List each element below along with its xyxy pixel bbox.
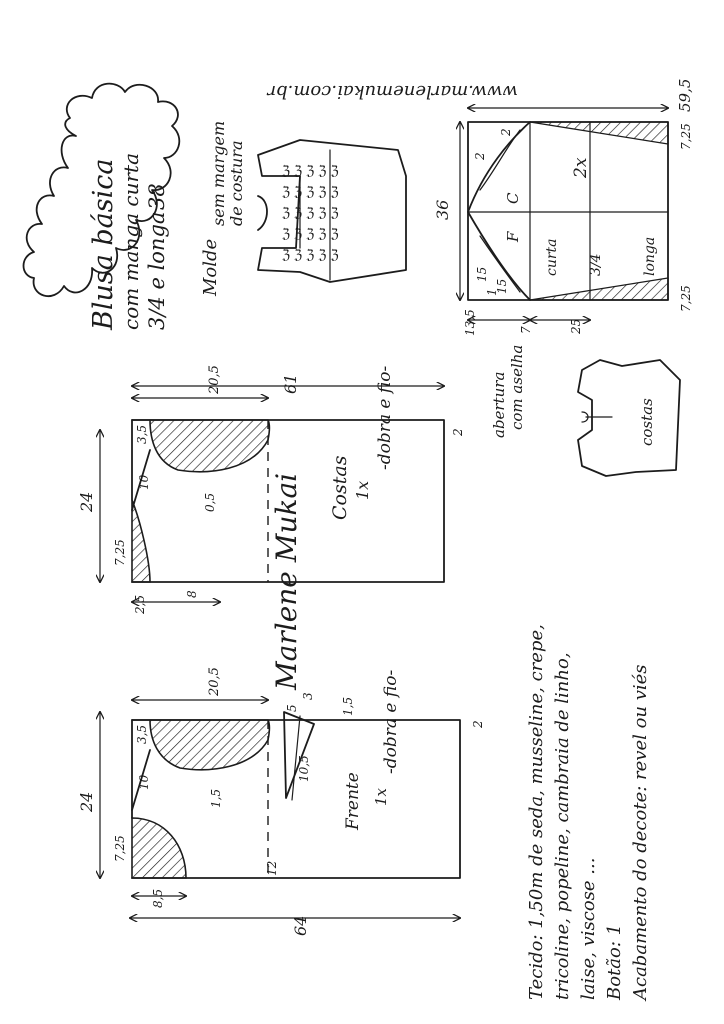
mold-note-line1: Molde — [200, 238, 221, 296]
svg-text:Marlene Mukai: Marlene Mukai — [270, 472, 303, 690]
back-piece-side: 2 — [451, 428, 465, 436]
front-piece-shoulder-slope: 10 — [137, 774, 151, 790]
sleeve-measure-h: 13,5 — [463, 309, 477, 336]
website-text-group — [266, 81, 518, 102]
front-piece-neck-width: 8,5 — [151, 888, 165, 908]
title-size: 38 — [145, 183, 169, 210]
back-piece-armhole-curve: 0,5 — [203, 492, 217, 512]
front-piece-width: 24 — [77, 791, 96, 812]
svg-text:ℨ ℨ ℨ ℨ ℨ: ℨ ℨ ℨ ℨ ℨ — [282, 227, 339, 242]
back-view-sketch — [490, 345, 680, 476]
title-line2: com manga curta — [119, 152, 143, 330]
front-piece-length: 64 — [291, 915, 310, 936]
sleeve-measure-f: 1 — [485, 288, 499, 296]
mold-note-line2: sem margem — [209, 120, 228, 226]
sleeve-label-longa: longa — [642, 236, 658, 276]
sleeve-measure-j: 25 — [569, 318, 583, 334]
back-piece-neck-depth: 7,25 — [113, 539, 127, 566]
sleeve-measure-c: 2 — [473, 152, 487, 160]
svg-text:ℨ ℨ ℨ ℨ ℨ: ℨ ℨ ℨ ℨ ℨ — [282, 206, 339, 221]
svg-text:ℨ ℨ ℨ ℨ ℨ: ℨ ℨ ℨ ℨ ℨ — [282, 185, 339, 200]
front-piece-dart-b: 3 — [301, 692, 315, 700]
materials-line2: tricoline, popeline, cambraia de linho, — [552, 652, 573, 1000]
back-opening-line1: abertura — [490, 371, 508, 438]
front-piece-dart-a: 5 — [285, 704, 299, 712]
svg-text:ℨ ℨ ℨ ℨ ℨ: ℨ ℨ ℨ ℨ ℨ — [282, 164, 339, 179]
front-piece-neck-depth: 7,25 — [113, 835, 127, 862]
front-piece-shoulder: 20,5 — [207, 667, 222, 696]
materials-notes — [526, 624, 651, 1002]
title-cloud — [24, 84, 180, 331]
mold-note — [200, 121, 246, 297]
sleeve-height: 36 — [433, 199, 452, 220]
signature — [270, 473, 303, 691]
sleeve-measure-i: 7 — [519, 326, 533, 334]
back-piece-hem: 8 — [185, 590, 199, 598]
front-piece-fold: -dobra e fio- — [381, 669, 401, 774]
back-piece-fold: -dobra e fio- — [375, 365, 395, 470]
back-piece-shoulder-slope: 10 — [137, 474, 151, 490]
sleeve-pattern — [433, 79, 694, 336]
front-piece — [77, 667, 485, 936]
materials-line5: Acabamento do decote: revel ou viés — [630, 664, 651, 1000]
sleeve-measure-b: 7,25 — [679, 285, 693, 312]
back-opening-line2: com aselha — [508, 344, 526, 430]
title-line1: Blusa básica — [88, 158, 119, 330]
front-piece-side: 2 — [471, 720, 485, 728]
blouse-sketch-icon — [258, 140, 406, 282]
sleeve-measure-g: 15 — [495, 278, 509, 294]
sleeve-label-f: F — [504, 231, 522, 242]
front-piece-armhole-depth: 3,5 — [135, 724, 149, 744]
sleeve-label-c: C — [504, 192, 522, 204]
back-piece-length: 61 — [281, 373, 300, 394]
front-piece-dart-c: 1,5 — [341, 696, 355, 716]
sleeve-label-curta: curta — [544, 238, 560, 276]
front-piece-extra: 12 — [265, 860, 279, 876]
back-piece-neck-width: 2,5 — [133, 594, 147, 614]
sleeve-width: 59,5 — [676, 78, 694, 112]
front-piece-dart-len: 10,5 — [297, 755, 311, 782]
sleeve-measure-e: 15 — [475, 266, 489, 282]
back-piece-name: Costas — [329, 455, 351, 520]
materials-line1: Tecido: 1,50m de seda, musseline, crepe, — [526, 624, 547, 1000]
mold-note-line3: de costura — [227, 140, 246, 226]
back-piece-count: 1x — [353, 480, 372, 500]
back-piece-armhole-depth: 3,5 — [135, 424, 149, 444]
title-line3: 3/4 e longa — [145, 211, 169, 330]
materials-line3: laise, viscose ... — [578, 857, 599, 1000]
sleeve-measure-d: 2 — [499, 128, 513, 136]
sleeve-label-34: 3/4 — [588, 253, 604, 276]
sleeve-measure-a: 7,25 — [679, 123, 693, 150]
back-view-label: costas — [638, 398, 656, 446]
front-piece-count: 1x — [372, 787, 390, 806]
back-piece-shoulder: 20,5 — [207, 365, 222, 394]
front-piece-armhole-curve: 1,5 — [209, 788, 223, 808]
svg-text:ℨ ℨ ℨ ℨ ℨ: ℨ ℨ ℨ ℨ ℨ — [282, 248, 339, 263]
front-piece-name: Frente — [343, 772, 363, 830]
sleeve-label-2x: 2x — [571, 157, 591, 178]
materials-line4: Botão: 1 — [604, 923, 625, 1000]
back-piece-width: 24 — [77, 491, 96, 512]
website-text: www.marlenemukai.com.br — [267, 81, 518, 102]
